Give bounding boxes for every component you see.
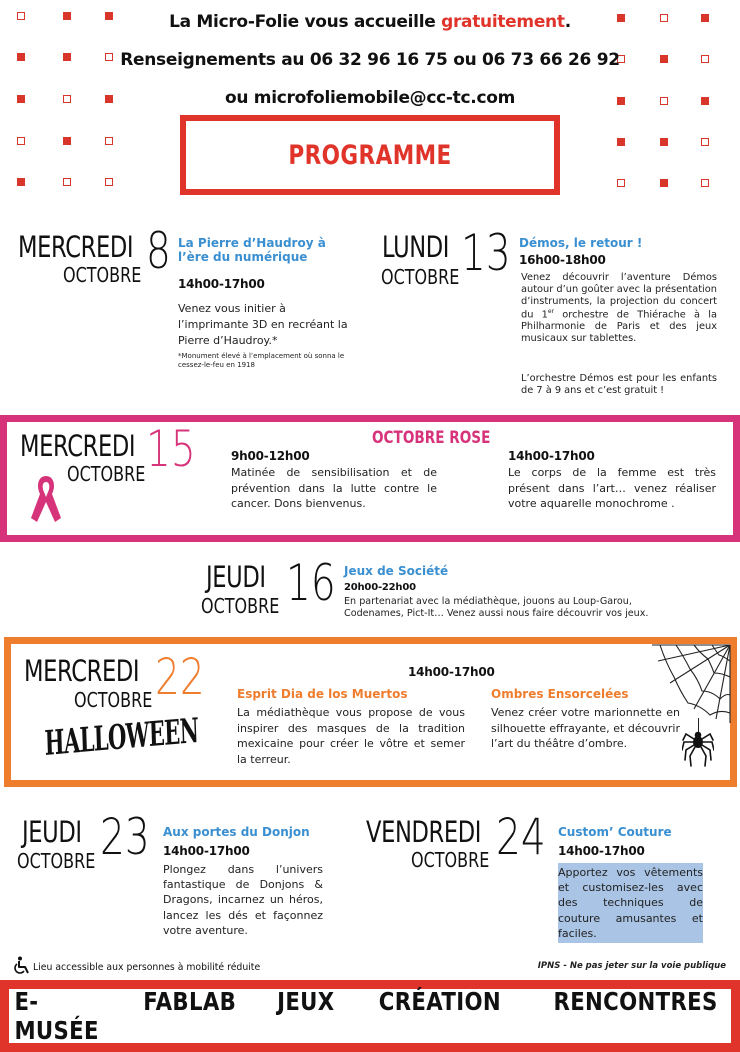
event-title: Custom’ Couture (558, 825, 672, 839)
spider-web-icon (650, 643, 732, 725)
event-time: 14h00-17h00 (558, 844, 645, 858)
programme-title: PROGRAMME (288, 139, 452, 171)
event-month: OCTOBRE (74, 688, 153, 712)
event-time-afternoon: 14h00-17h00 (508, 449, 595, 463)
welcome-highlight: gratuitement (441, 12, 565, 32)
octobre-rose-banner: OCTOBRE ROSE (372, 428, 491, 448)
event-time-morning: 9h00-12h00 (231, 449, 310, 463)
event-number: 16 (286, 554, 336, 612)
event-day: JEUDI (206, 560, 266, 594)
event-description-afternoon: Le corps de la femme est très présent dans l’art… venez réaliser votre aquarelle monochrome . (508, 466, 716, 511)
footer-category-4: RENCONTRES (553, 987, 719, 1016)
description-part: Venez découvrir l’aventure Démos autour d’un goûter avec la présentation d’instruments, la projection du concert du 1 (521, 272, 717, 321)
square-filled (617, 138, 625, 146)
event-day: MERCREDI (20, 429, 136, 463)
event-number: 8 (146, 222, 171, 280)
event-number: 22 (155, 648, 205, 706)
event-month: OCTOBRE (201, 594, 280, 618)
event-month: OCTOBRE (381, 265, 460, 289)
event-day: JEUDI (22, 815, 82, 849)
square-filled (660, 138, 668, 146)
event-month: OCTOBRE (411, 848, 490, 872)
programme-box (180, 115, 560, 195)
event-description-b: Venez créer votre marionnette en silhouette effrayante, et découvrir l’art du théâtre d’ombre. (491, 706, 680, 751)
square-filled (17, 178, 25, 186)
welcome-text: La Micro-Folie vous accueille (169, 12, 442, 32)
header-email: ou microfoliemobile@cc-tc.com (224, 88, 516, 108)
footer-category-0: E- MUSÉE (14, 987, 100, 1045)
event-title: La Pierre d’Haudroy à l’ère du numérique (178, 236, 326, 265)
event-description-morning: Matinée de sensibilisation et de prévention dans la lutte contre le cancer. Dons bienvenus. (231, 466, 437, 511)
event-title: Jeux de Société (344, 564, 449, 578)
wheelchair-icon (13, 956, 31, 975)
superscript: er (547, 307, 555, 315)
square-filled (660, 179, 668, 187)
description-part: orchestre de Thiérache à la Philharmonie de Paris et des jeux musicaux sur tablettes. (521, 309, 717, 344)
square-outline (617, 179, 625, 187)
square-outline (63, 178, 71, 186)
footer-category-2: JEUX (277, 987, 335, 1016)
event-description: Venez vous initier à l’imprimante 3D en recréant la Pierre d’Haudroy.* (178, 302, 348, 347)
pink-ribbon-icon (28, 472, 64, 524)
event-day: MERCREDI (18, 230, 134, 264)
event-description: Plongez dans l’univers fantastique de Donjons & Dragons, incarnez un héros, lancez les dés et façonnez votre aventure. (163, 863, 323, 937)
event-month: OCTOBRE (63, 263, 142, 287)
event-footnote: *Monument élevé à l’emplacement où sonna le cessez-le-feu en 1918 (178, 352, 345, 370)
event-time: 14h00-17h00 (408, 665, 495, 679)
event-number: 23 (100, 808, 150, 866)
square-filled (63, 137, 71, 145)
accessibility-note: Lieu accessible aux personnes à mobilité réduite (33, 962, 261, 973)
event-description-2: L’orchestre Démos est pour les enfants de 7 à 9 ans et c’est gratuit ! (521, 373, 717, 396)
square-outline (701, 179, 709, 187)
footer-categories-box (0, 980, 740, 1052)
event-description-a: La médiathèque vous propose de vous inspirer des masques de la tradition mexicaine pour créer le vôtre et semer la terreur. (237, 706, 465, 766)
event-number: 15 (146, 420, 196, 478)
event-number: 13 (461, 224, 511, 282)
square-outline (105, 137, 113, 145)
header-phone: Renseignements au 06 32 96 16 75 ou 06 73 66 26 92 (120, 50, 620, 70)
halloween-title: HALLOWEEN (44, 711, 199, 764)
square-outline (17, 137, 25, 145)
event-day: MERCREDI (24, 654, 140, 688)
event-day: LUNDI (382, 230, 450, 264)
event-time: 14h00-17h00 (163, 844, 250, 858)
footer-categories (7, 987, 732, 1045)
spider-icon (682, 726, 714, 768)
event-title: Démos, le retour ! (519, 236, 643, 250)
event-time: 20h00-22h00 (344, 582, 416, 593)
event-title-b: Ombres Ensorcelées (491, 687, 629, 701)
event-description: En partenariat avec la médiathèque, jouons au Loup-Garou, Codenames, Pict-It… Venez aussi nous faire découvrir vos jeux. (344, 596, 649, 619)
event-description (521, 272, 717, 345)
event-title-a: Esprit Dia de los Muertos (237, 687, 408, 701)
footer-category-1: FABLAB (142, 987, 236, 1016)
event-month: OCTOBRE (67, 462, 146, 486)
event-time: 14h00-17h00 (178, 277, 265, 291)
welcome-suffix: . (564, 12, 571, 32)
event-day: VENDREDI (366, 815, 482, 849)
square-outline (105, 178, 113, 186)
event-number: 24 (496, 808, 546, 866)
event-time: 16h00-18h00 (519, 253, 606, 267)
square-outline (701, 138, 709, 146)
event-description: Apportez vos vêtements et customisez-les avec des techniques de couture amusantes et faciles. (558, 863, 703, 943)
event-title: Aux portes du Donjon (163, 825, 310, 839)
event-month: OCTOBRE (17, 849, 96, 873)
ipns-note: IPNS - Ne pas jeter sur la voie publique (537, 961, 726, 971)
header-welcome (0, 12, 740, 32)
footer-category-3: CRÉATION (378, 987, 501, 1016)
